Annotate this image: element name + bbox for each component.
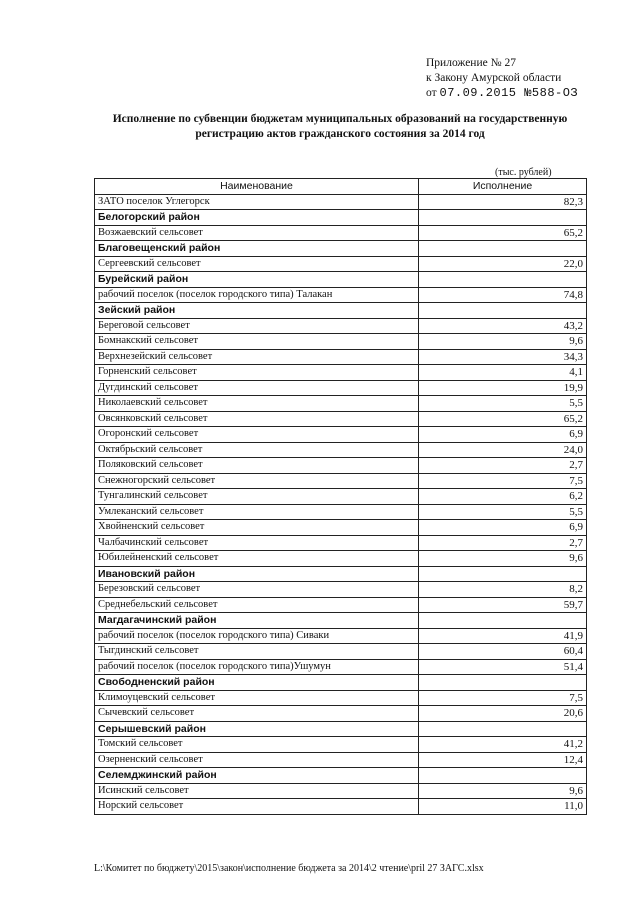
table-row: [95, 256, 587, 272]
row-value: [419, 566, 587, 582]
table-row: [95, 396, 587, 412]
table-body: [95, 194, 587, 814]
row-name: Поляковский сельсовет: [95, 458, 419, 474]
row-value: 74,8: [419, 287, 587, 303]
district-name: Ивановский район: [95, 566, 419, 582]
row-value: 9,6: [419, 334, 587, 350]
table-row: [95, 411, 587, 427]
row-name: рабочий поселок (поселок городского типа) Талакан: [95, 287, 419, 303]
district-name: Благовещенский район: [95, 241, 419, 257]
table-row: [95, 690, 587, 706]
district-row: [95, 675, 587, 691]
file-path-footer: L:\Комитет по бюджету\2015\закон\исполнение бюджета за 2014\2 чтение\pril 27 ЗАГС.xlsx: [94, 863, 484, 874]
table-row: [95, 644, 587, 660]
row-value: 4,1: [419, 365, 587, 381]
appendix-block: [426, 56, 578, 101]
row-value: 65,2: [419, 225, 587, 241]
row-value: 60,4: [419, 644, 587, 660]
district-row: [95, 613, 587, 629]
table-row: [95, 504, 587, 520]
row-name: Березовский сельсовет: [95, 582, 419, 598]
table-row: [95, 551, 587, 567]
row-value: 7,5: [419, 690, 587, 706]
row-value: [419, 721, 587, 737]
row-value: 82,3: [419, 194, 587, 210]
district-row: [95, 721, 587, 737]
table-row: [95, 194, 587, 210]
header-name: Наименование: [95, 179, 419, 195]
row-value: [419, 675, 587, 691]
table-row: [95, 752, 587, 768]
row-value: 41,9: [419, 628, 587, 644]
row-value: 9,6: [419, 551, 587, 567]
district-name: Бурейский район: [95, 272, 419, 288]
row-value: [419, 613, 587, 629]
budget-table: [94, 178, 587, 815]
row-value: 6,9: [419, 427, 587, 443]
table-row: [95, 458, 587, 474]
table-row: [95, 287, 587, 303]
row-name: Хвойненский сельсовет: [95, 520, 419, 536]
row-value: 5,5: [419, 396, 587, 412]
district-row: [95, 303, 587, 319]
district-name: Магдагачинский район: [95, 613, 419, 629]
table-row: [95, 380, 587, 396]
row-name: Томский сельсовет: [95, 737, 419, 753]
row-name: рабочий поселок (поселок городского типа) Сиваки: [95, 628, 419, 644]
appendix-number: Приложение № 27: [426, 57, 516, 69]
district-row: [95, 241, 587, 257]
row-value: [419, 210, 587, 226]
row-name: Юбилейненский сельсовет: [95, 551, 419, 567]
row-value: 65,2: [419, 411, 587, 427]
row-name: Возжаевский сельсовет: [95, 225, 419, 241]
units-label: (тыс. рублей): [495, 167, 552, 178]
row-value: 12,4: [419, 752, 587, 768]
row-value: [419, 768, 587, 784]
table-row: [95, 597, 587, 613]
table-row: [95, 473, 587, 489]
row-name: Огоронский сельсовет: [95, 427, 419, 443]
row-name: Тунгалинский сельсовет: [95, 489, 419, 505]
district-row: [95, 272, 587, 288]
row-name: Сергеевский сельсовет: [95, 256, 419, 272]
row-value: 6,9: [419, 520, 587, 536]
header-value: Исполнение: [419, 179, 587, 195]
table-row: [95, 706, 587, 722]
row-value: 34,3: [419, 349, 587, 365]
district-row: [95, 566, 587, 582]
table-row: [95, 442, 587, 458]
table-row: [95, 799, 587, 815]
district-row: [95, 210, 587, 226]
row-value: 20,6: [419, 706, 587, 722]
row-value: [419, 272, 587, 288]
row-value: 6,2: [419, 489, 587, 505]
row-name: Верхнезейский сельсовет: [95, 349, 419, 365]
table-row: [95, 427, 587, 443]
table-row: [95, 318, 587, 334]
district-name: Белогорский район: [95, 210, 419, 226]
table-row: [95, 225, 587, 241]
row-name: Береговой сельсовет: [95, 318, 419, 334]
row-value: 43,2: [419, 318, 587, 334]
row-name: Николаевский сельсовет: [95, 396, 419, 412]
row-value: 7,5: [419, 473, 587, 489]
row-name: Норский сельсовет: [95, 799, 419, 815]
row-name: Озерненский сельсовет: [95, 752, 419, 768]
row-name: Сычевский сельсовет: [95, 706, 419, 722]
row-name: Тыгдинский сельсовет: [95, 644, 419, 660]
district-name: Зейский район: [95, 303, 419, 319]
row-name: Горненский сельсовет: [95, 365, 419, 381]
row-name: Овсянковский сельсовет: [95, 411, 419, 427]
row-name: Октябрьский сельсовет: [95, 442, 419, 458]
row-name: Дугдинский сельсовет: [95, 380, 419, 396]
row-name: Чалбачинский сельсовет: [95, 535, 419, 551]
table-row: [95, 659, 587, 675]
row-name: Бомнакский сельсовет: [95, 334, 419, 350]
row-name: Снежногорский сельсовет: [95, 473, 419, 489]
row-value: 24,0: [419, 442, 587, 458]
row-value: 9,6: [419, 783, 587, 799]
table-row: [95, 582, 587, 598]
row-value: 59,7: [419, 597, 587, 613]
row-value: 11,0: [419, 799, 587, 815]
district-name: Свободненский район: [95, 675, 419, 691]
row-value: 22,0: [419, 256, 587, 272]
district-name: Серышевский район: [95, 721, 419, 737]
document-title: Исполнение по субвенции бюджетам муниципальных образований на государственную регистрацию актов гражданского состояния за 2014 год: [112, 113, 568, 140]
appendix-law: к Закону Амурской области: [426, 72, 562, 84]
table-row: [95, 349, 587, 365]
table-row: [95, 334, 587, 350]
row-value: [419, 303, 587, 319]
row-name: Климоуцевский сельсовет: [95, 690, 419, 706]
row-name: рабочий поселок (поселок городского типа)Ушумун: [95, 659, 419, 675]
table-row: [95, 489, 587, 505]
district-name: Селемджинский район: [95, 768, 419, 784]
row-value: 2,7: [419, 458, 587, 474]
row-value: 41,2: [419, 737, 587, 753]
appendix-date-prefix: от: [426, 87, 437, 99]
appendix-date-line: [426, 86, 578, 101]
row-value: [419, 241, 587, 257]
table-row: [95, 365, 587, 381]
row-value: 19,9: [419, 380, 587, 396]
district-row: [95, 768, 587, 784]
row-value: 5,5: [419, 504, 587, 520]
row-value: 8,2: [419, 582, 587, 598]
table-row: [95, 783, 587, 799]
table-row: [95, 737, 587, 753]
row-name: ЗАТО поселок Углегорск: [95, 194, 419, 210]
table-header-row: [95, 179, 587, 195]
table-row: [95, 520, 587, 536]
row-name: Исинский сельсовет: [95, 783, 419, 799]
appendix-date: 07.09.2015 №588-ОЗ: [439, 86, 579, 100]
row-name: Среднебельский сельсовет: [95, 597, 419, 613]
row-value: 51,4: [419, 659, 587, 675]
row-value: 2,7: [419, 535, 587, 551]
row-name: Умлеканский сельсовет: [95, 504, 419, 520]
table-row: [95, 535, 587, 551]
table-row: [95, 628, 587, 644]
